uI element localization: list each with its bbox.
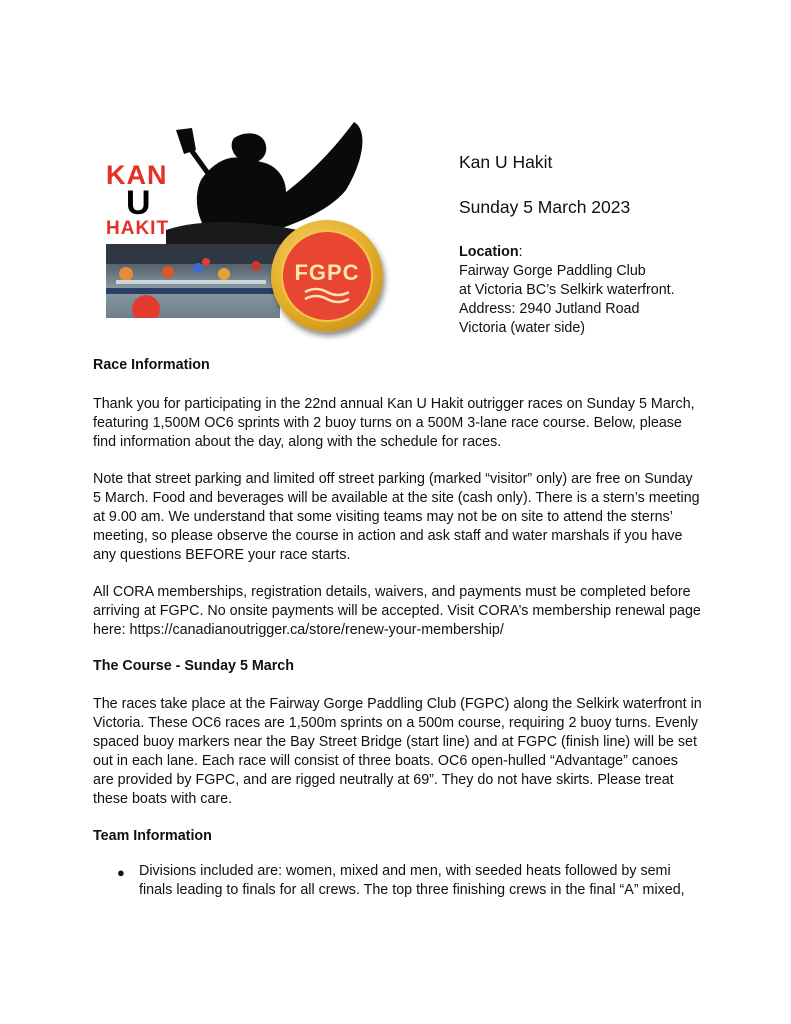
text-line: Divisions included are: women, mixed and men, with seeded heats followed by semi — [139, 863, 671, 879]
location-line: Victoria (water side) — [459, 320, 586, 336]
seal-fgpc-text: FGPC — [294, 260, 360, 285]
location-line: at Victoria BC’s Selkirk waterfront. — [459, 282, 675, 298]
race-info-heading: Race Information — [93, 357, 210, 373]
race-photo — [106, 244, 280, 318]
location-line: Fairway Gorge Paddling Club — [459, 263, 646, 279]
event-logo-image — [106, 120, 384, 344]
fgpc-seal — [271, 220, 383, 332]
text-line: find information about the day, along with the schedule for races. — [93, 434, 502, 450]
text-line: All CORA memberships, registration details, waivers, and payments must be completed before — [93, 584, 691, 600]
event-title: Kan U Hakit — [459, 152, 553, 172]
text-line: Victoria. These OC6 races are 1,500m sprints on a 500m course, requiring 2 buoy turns. Evenly — [93, 715, 699, 731]
text-line: out in each lane. Each race will consist of three boats. OC6 open-hulled “Advantage” canoes — [93, 753, 678, 769]
race-info-paragraph-1 — [93, 395, 703, 452]
text-line: Note that street parking and limited off street parking (marked “visitor” only) are free on Sunday — [93, 471, 693, 487]
text-line: featuring 1,500M OC6 sprints with 2 buoy turns on a 500M 3-lane race course. Below, please — [93, 415, 682, 431]
team-bullet-item — [139, 862, 685, 900]
course-paragraph — [93, 695, 703, 809]
text-line: at 9.00 am. We understand that some visiting teams may not be on site to attend the sterns’ — [93, 509, 673, 525]
logo-text-kan: KAN — [106, 160, 168, 190]
text-line: here: https://canadianoutrigger.ca/store/renew-your-membership/ — [93, 622, 504, 638]
race-info-paragraph-3 — [93, 583, 703, 640]
text-line: meeting, so please observe the course in action and ask staff and water marshals if you have — [93, 528, 683, 544]
seal-wave-icon — [283, 232, 371, 320]
race-info-paragraph-2 — [93, 470, 703, 565]
bullet-icon: ● — [117, 865, 125, 880]
location-block: Location: Fairway Gorge Paddling Club at Victoria BC’s Selkirk waterfront. Address: 2940 Jutland Road Victoria (water side) — [459, 244, 675, 336]
course-heading: The Course - Sunday 5 March — [93, 658, 294, 674]
text-line: these boats with care. — [93, 791, 233, 807]
location-label: Location — [459, 244, 519, 260]
text-line: The races take place at the Fairway Gorge Paddling Club (FGPC) along the Selkirk waterfront in — [93, 696, 702, 712]
team-heading: Team Information — [93, 828, 212, 844]
logo-text-u: U — [126, 184, 152, 222]
text-line: spaced buoy markers near the Bay Street Bridge (start line) and at FGPC (finish line) will be set — [93, 734, 697, 750]
text-line: finals leading to finals for all crews. The top three finishing crews in the final “A” mixed, — [139, 882, 685, 898]
location-line: Address: 2940 Jutland Road — [459, 301, 640, 317]
event-date: Sunday 5 March 2023 — [459, 197, 631, 217]
text-line: any questions BEFORE your race starts. — [93, 547, 351, 563]
seal-inner — [281, 230, 373, 322]
text-line: Thank you for participating in the 22nd annual Kan U Hakit outrigger races on Sunday 5 March, — [93, 396, 695, 412]
text-line: arriving at FGPC. No onsite payments will be accepted. Visit CORA’s membership renewal page — [93, 603, 701, 619]
text-line: are provided by FGPC, and are rigged neutrally at 69”. They do not have skirts. Please treat — [93, 772, 674, 788]
logo-text-hakit: HAKIT — [106, 218, 170, 239]
text-line: 5 March. Food and beverages will be available at the site (cash only). There is a stern’s meeting — [93, 490, 700, 506]
